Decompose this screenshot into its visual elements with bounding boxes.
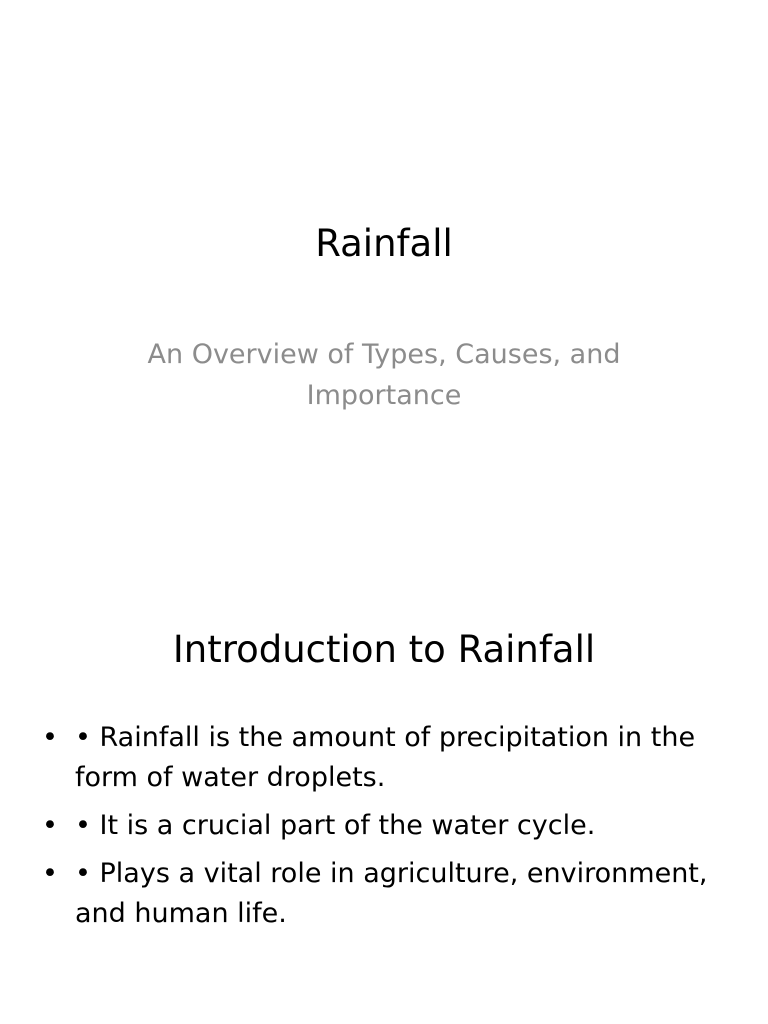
- bullet-marker: •: [42, 810, 58, 841]
- bullet-list: [38, 718, 738, 942]
- list-item-text: • Rainfall is the amount of precipitation in the form of water droplets.: [75, 722, 696, 793]
- list-item: [38, 854, 738, 934]
- list-item: [38, 718, 738, 798]
- slide-title: Introduction to Rainfall: [172, 628, 596, 671]
- list-item-text: • Plays a vital role in agriculture, environment, and human life.: [75, 858, 708, 929]
- list-item: [38, 806, 738, 846]
- bullet-marker: •: [42, 858, 58, 889]
- slide-subtitle: An Overview of Types, Causes, and Importance: [147, 339, 621, 411]
- bullet-marker: •: [42, 722, 58, 753]
- slide-title: Rainfall: [315, 222, 453, 265]
- content-slide: [0, 512, 768, 1024]
- list-item-text: • It is a crucial part of the water cycle.: [75, 810, 596, 841]
